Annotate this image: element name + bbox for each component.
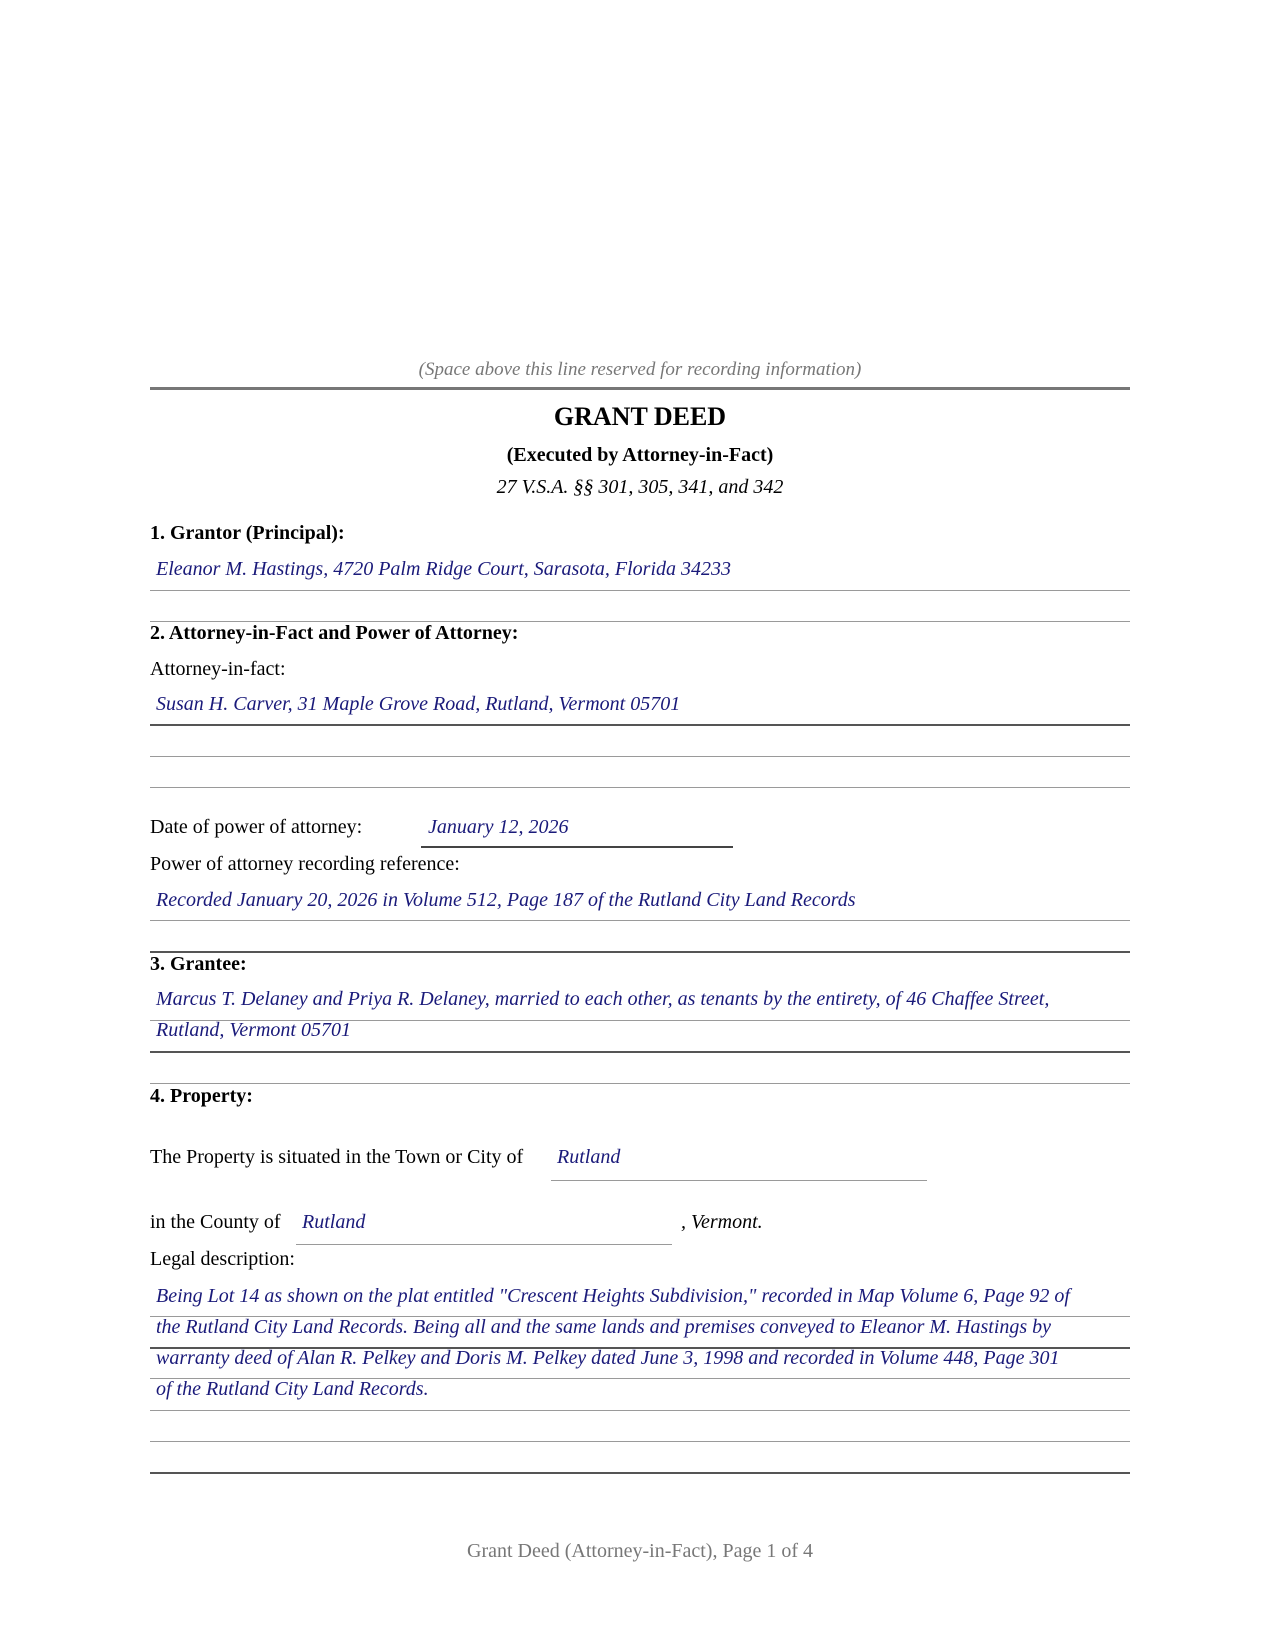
attorney-blank-line-1 (150, 756, 1130, 757)
grantor-heading: 1. Grantor (Principal): (150, 522, 345, 544)
grantee-field-line-1[interactable]: Marcus T. Delaney and Priya R. Delaney, married to each other, as tenants by the entirety, of 46 Chaffee Street, (156, 988, 1050, 1010)
legal-blank-line-2 (150, 1472, 1130, 1474)
poa-date-field[interactable]: January 12, 2026 (428, 816, 569, 838)
poa-recording-field[interactable]: Recorded January 20, 2026 in Volume 512, Page 187 of the Rutland City Land Records (156, 889, 856, 911)
town-field[interactable]: Rutland (557, 1146, 621, 1168)
legal-description-line-2[interactable]: the Rutland City Land Records. Being all and the same lands and premises conveyed to Eleanor M. Hastings by (156, 1316, 1052, 1338)
property-heading: 4. Property: (150, 1085, 253, 1107)
statute-citation: 27 V.S.A. §§ 301, 305, 341, and 342 (496, 476, 784, 498)
poa-recording-blank-line (150, 951, 1130, 953)
county-label: in the County of (150, 1211, 281, 1233)
poa-date-line (421, 846, 733, 848)
page-footer: Grant Deed (Attorney-in-Fact), Page 1 of 4 (467, 1540, 813, 1562)
legal-blank-line-1 (150, 1441, 1130, 1442)
document-subtitle: (Executed by Attorney-in-Fact) (506, 444, 774, 466)
town-label: The Property is situated in the Town or City of (150, 1146, 524, 1168)
county-line (296, 1244, 672, 1245)
poa-date-label: Date of power of attorney: (150, 816, 363, 838)
legal-description-label: Legal description: (150, 1248, 295, 1270)
attorney-field[interactable]: Susan H. Carver, 31 Maple Grove Road, Rutland, Vermont 05701 (156, 693, 681, 715)
legal-description-line-1[interactable]: Being Lot 14 as shown on the plat entitled "Crescent Heights Subdivision," recorded in Map Volume 6, Page 92 of (156, 1285, 1070, 1307)
poa-recording-label: Power of attorney recording reference: (150, 853, 460, 875)
poa-recording-line (150, 920, 1130, 921)
attorney-line (150, 724, 1130, 726)
state-suffix: , Vermont. (681, 1211, 763, 1233)
recording-divider (150, 387, 1130, 390)
attorney-label: Attorney-in-fact: (150, 658, 286, 680)
grantee-field-line-2[interactable]: Rutland, Vermont 05701 (156, 1019, 351, 1041)
attorney-blank-line-2 (150, 787, 1130, 788)
grantor-line (150, 590, 1130, 591)
county-field[interactable]: Rutland (302, 1211, 366, 1233)
legal-description-line-4[interactable]: of the Rutland City Land Records. (156, 1378, 429, 1400)
document-title: GRANT DEED (553, 402, 727, 431)
grantor-field[interactable]: Eleanor M. Hastings, 4720 Palm Ridge Court, Sarasota, Florida 34233 (156, 558, 731, 580)
recording-space-note: (Space above this line reserved for recording information) (418, 359, 862, 380)
legal-line-4 (150, 1410, 1130, 1411)
grantee-line-2 (150, 1051, 1130, 1053)
attorney-heading: 2. Attorney-in-Fact and Power of Attorney: (150, 622, 519, 644)
grantee-blank-line (150, 1083, 1130, 1084)
town-line (551, 1180, 927, 1181)
grantee-heading: 3. Grantee: (150, 953, 247, 975)
legal-description-line-3[interactable]: warranty deed of Alan R. Pelkey and Doris M. Pelkey dated June 3, 1998 and recorded in Volume 448, Page 301 (156, 1347, 1060, 1369)
